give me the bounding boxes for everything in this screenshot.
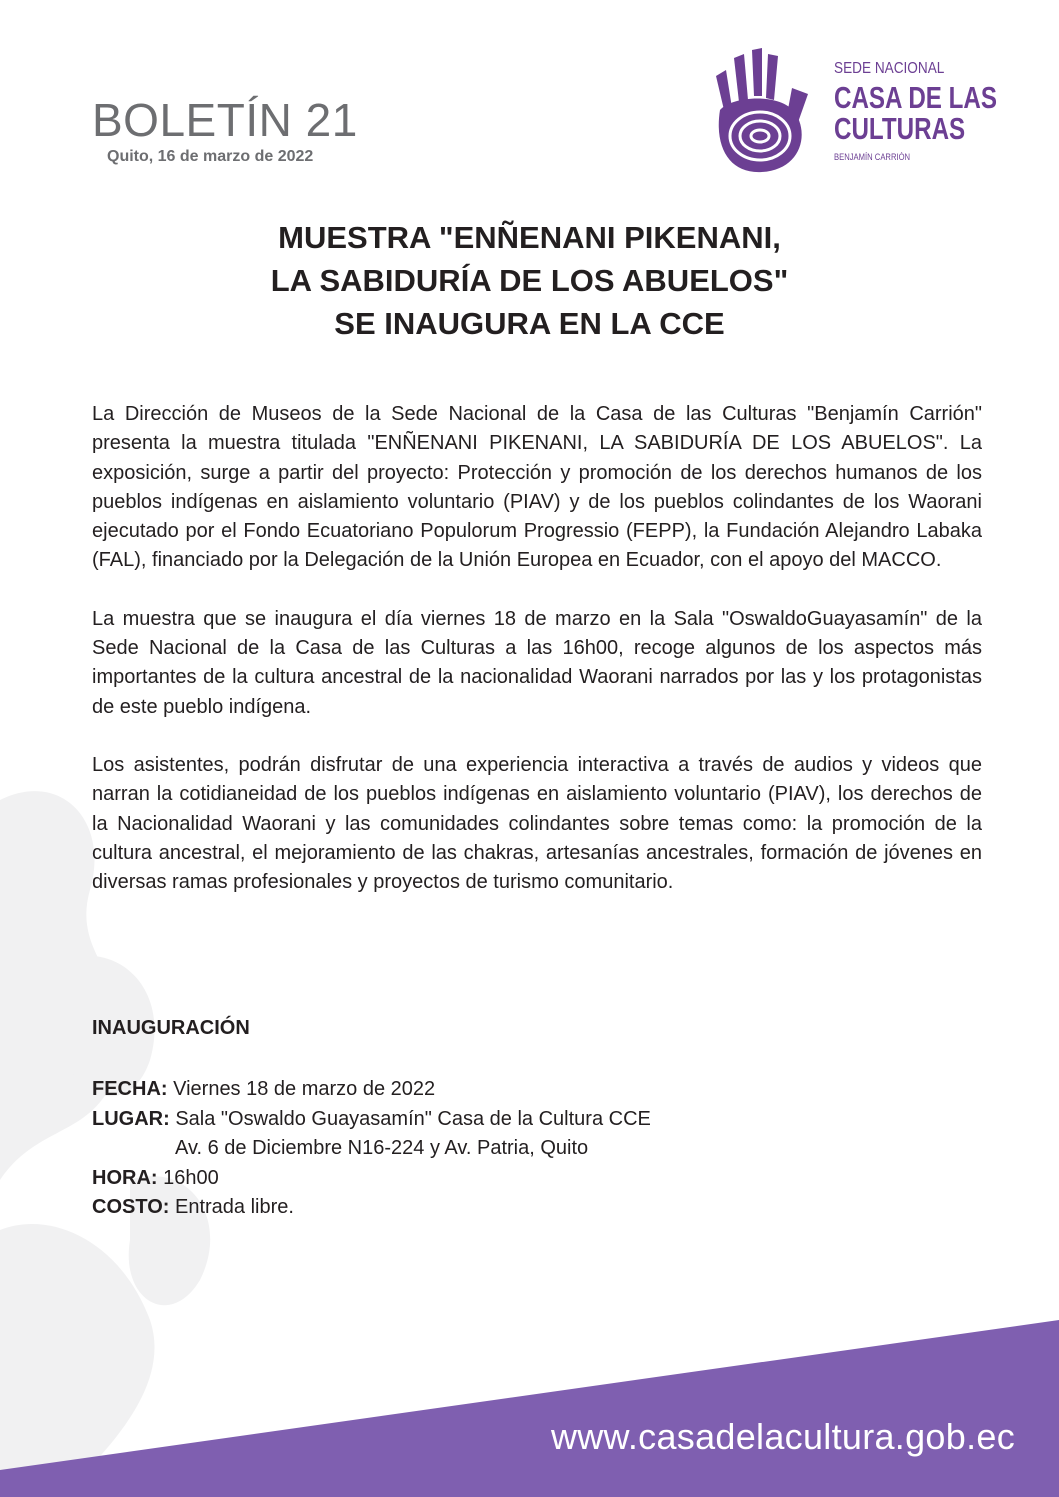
footer-band [0, 1320, 1059, 1497]
hora-value: 16h00 [163, 1166, 219, 1189]
event-details [92, 1075, 651, 1223]
paragraph-1: La Dirección de Museos de la Sede Nacional de la Casa de las Culturas "Benjamín Carrión" presenta la muestra titulada "ENÑENANI PIKENANI, LA SABIDURÍA DE LOS ABUELOS". La exposición, surge a partir del proyecto: Protección y promoción de los derechos humanos de los pueblos indígenas en aislamiento voluntario (PIAV) y de los pueblos colindantes de los Waorani ejecutado por el Fondo Ecuatoriano Populorum Progressio (FEPP), la Fundación Alejandro Labaka (FAL), financiado por la Delegación de la Unión Europea en Ecuador, con el apoyo del MACCO. [92, 403, 982, 572]
detail-hora [92, 1164, 651, 1194]
headline-line-2: LA SABIDURÍA DE LOS ABUELOS" [270, 263, 789, 298]
logo-name-line-1: CASA DE LAS [834, 80, 998, 115]
logo-name-line-2: CULTURAS [834, 111, 966, 146]
lugar-address: Av. 6 de Diciembre N16-224 y Av. Patria, Quito [175, 1137, 589, 1159]
bulletin-title: BOLETÍN 21 [92, 94, 358, 146]
paragraph-2: La muestra que se inaugura el día viernes 18 de marzo en la Sala "OswaldoGuayasamín" de la Sede Nacional de la Casa de las Culturas a las 16h00, recoge algunos de los aspectos más importantes de la cultura ancestral de la nacionalidad Waorani narrados por las y los protagonistas de este pueblo indígena. [92, 607, 982, 718]
bulletin-date: Quito, 16 de marzo de 2022 [107, 148, 314, 165]
costo-label: COSTO: [92, 1196, 170, 1218]
lugar-label: LUGAR: [92, 1107, 170, 1130]
article-body [92, 400, 982, 926]
detail-fecha [92, 1075, 651, 1105]
logo-name [834, 82, 997, 144]
section-title-inauguracion: INAUGURACIÓN [92, 1017, 250, 1039]
fecha-value: Viernes 18 de marzo de 2022 [173, 1078, 436, 1100]
footer-website-link[interactable]: www.casadelacultura.gob.ec [550, 1416, 1015, 1457]
fecha-label: FECHA: [92, 1078, 168, 1100]
headline-line-3: SE INAUGURA EN LA CCE [334, 306, 725, 341]
costo-value: Entrada libre. [174, 1196, 294, 1218]
headline [92, 216, 967, 345]
logo-tagline: BENJAMÍN CARRIÓN [834, 152, 911, 162]
hora-label: HORA: [92, 1166, 158, 1189]
paragraph-3: Los asistentes, podrán disfrutar de una experiencia interactiva a través de audios y videos que narran la cotidianeidad de los pueblos indígenas en aislamiento voluntario (PIAV), los derechos de la Nacionalidad Waorani y las comunidades colindantes sobre temas como: la promoción de la cultura ancestral, el mejoramiento de las chakras, artesanías ancestrales, formación de jóvenes en diversas ramas profesionales y proyectos de turismo comunitario. [92, 753, 982, 894]
casa-de-las-culturas-logo [712, 48, 1012, 173]
hand-logo-icon [712, 48, 817, 173]
headline-line-1: MUESTRA "ENÑENANI PIKENANI, [278, 220, 781, 255]
detail-costo [92, 1193, 651, 1223]
detail-lugar [92, 1105, 651, 1135]
lugar-value: Sala "Oswaldo Guayasamín" Casa de la Cultura CCE [175, 1107, 651, 1130]
logo-subtitle: SEDE NACIONAL [834, 60, 945, 77]
